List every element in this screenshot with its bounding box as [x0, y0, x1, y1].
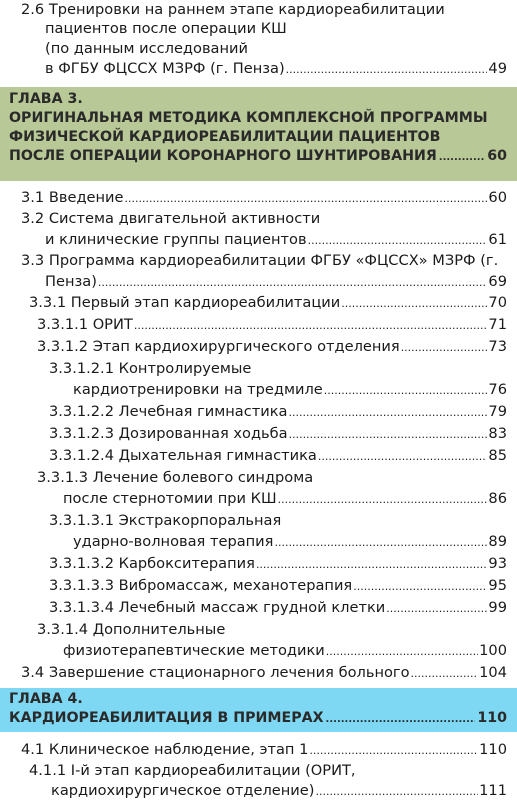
leader-dots: [134, 316, 488, 335]
toc-entry: 3.3.1.3 Лечение болевого синдрома: [37, 469, 314, 486]
chapter-4-heading: [9, 690, 507, 729]
toc-entry: 3.3.1.2.3 Дозированная ходьба ..... 83: [49, 424, 507, 444]
page-number: 89: [488, 533, 507, 550]
toc-entry: 3.3.1.1 ОРИТ ..... 71: [37, 315, 507, 335]
leader-dots: [278, 490, 488, 509]
page-number: 61: [488, 231, 507, 248]
toc-entry-text: (по данным исследований: [45, 40, 249, 57]
leader-dots: [326, 642, 478, 661]
leader-dots: [353, 577, 487, 596]
leader-dots: [341, 294, 487, 313]
toc-entry: 3.3.1.3.2 Карбокситерапия ..... 93: [49, 554, 507, 574]
chapter-3-label: ГЛАВА 3.: [9, 91, 83, 107]
toc-entry: 3.3 Программа кардиореабилитации ФГБУ «ФЦССХ» МЗРФ (г.: [21, 252, 499, 269]
leader-dots: [98, 273, 488, 292]
toc-entry: 3.3.1.3.3 Вибромассаж, механотерапия ..... 95: [49, 576, 507, 596]
chapter-4-title-line: КАРДИОРЕАБИЛИТАЦИЯ В ПРИМЕРАХ: [9, 710, 324, 726]
leader-dots: [125, 189, 488, 208]
page-number: 71: [488, 316, 507, 333]
toc-entry: 3.3.1.3.4 Лечебный массаж грудной клетки ..... 99: [49, 598, 507, 618]
toc-entry-text: в ФГБУ ФЦССХ МЗРФ (г. Пенза): [45, 60, 285, 77]
leader-dots: [309, 741, 478, 760]
leader-dots: [315, 782, 478, 801]
leader-dots: [274, 533, 487, 552]
page-number: 110: [479, 741, 507, 758]
leader-dots: [326, 710, 476, 729]
toc-entry: 3.3.1.2.2 Лечебная гимнастика ..... 79: [49, 402, 507, 422]
toc-entry: 3.3.1.2 Этап кардиохирургического отделения ..... 73: [37, 337, 507, 357]
leader-dots: [308, 231, 488, 250]
page-number: 79: [488, 403, 507, 420]
toc-entry: 3.4 Завершение стационарного лечения больного ..... 104: [21, 663, 507, 683]
leader-dots: [439, 148, 485, 167]
leader-dots: [289, 425, 488, 444]
chapter-3-title-line: ОРИГИНАЛЬНАЯ МЕТОДИКА КОМПЛЕКСНОЙ ПРОГРАММЫ: [9, 110, 488, 126]
toc-entry: 3.2 Система двигательной активности: [21, 210, 321, 227]
toc-entry: 3.3.1.2.1 Контролируемые: [49, 360, 252, 377]
page-number: 70: [488, 294, 507, 311]
toc-entry: 3.1 Введение ..... 60: [21, 188, 507, 208]
page-number: 76: [488, 381, 507, 398]
page-number: 60: [488, 189, 507, 206]
chapter-3-title-line: ФИЗИЧЕСКОЙ КАРДИОРЕАБИЛИТАЦИИ ПАЦИЕНТОВ: [9, 129, 441, 145]
page-number: 100: [479, 642, 507, 659]
leader-dots: [286, 60, 488, 79]
leader-dots: [318, 447, 488, 466]
page-number: 93: [488, 555, 507, 572]
leader-dots: [289, 403, 488, 422]
page-number: 86: [488, 490, 507, 507]
page-number: 99: [488, 599, 507, 616]
toc-entry: 3.3.1 Первый этап кардиореабилитации ..... 70: [29, 293, 507, 313]
leader-dots: [386, 599, 487, 618]
toc-entry: 3.3.1.2.4 Дыхательная гимнастика ..... 85: [49, 446, 507, 466]
toc-entry: 4.1 Клиническое наблюдение, этап 1 ..... 110: [21, 740, 507, 760]
toc-entry-text: пациентов после операции КШ: [45, 20, 287, 37]
chapter-3-title-line: ПОСЛЕ ОПЕРАЦИИ КОРОНАРНОГО ШУНТИРОВАНИЯ: [9, 148, 437, 164]
page-number: 73: [488, 338, 507, 355]
chapter-3-heading: [9, 90, 507, 167]
leader-dots: [256, 555, 487, 574]
page-number: 110: [477, 710, 507, 726]
page-number: 69: [488, 273, 507, 290]
page-number: 83: [488, 425, 507, 442]
page-number: 111: [479, 782, 507, 799]
page-number: 49: [488, 60, 507, 77]
leader-dots: [401, 338, 488, 357]
chapter-4-label: ГЛАВА 4.: [9, 691, 83, 707]
page-number: 104: [479, 664, 507, 681]
page-number: 95: [488, 577, 507, 594]
page-number: 85: [488, 447, 507, 464]
toc-entry: 3.3.1.3.1 Экстракорпоральная: [49, 512, 282, 529]
toc-entry: 3.3.1.4 Дополнительные: [37, 621, 226, 638]
toc-entry-text: 2.6 Тренировки на раннем этапе кардиореабилитации: [21, 1, 445, 18]
toc-entry: 4.1.1 I-й этап кардиореабилитации (ОРИТ,: [29, 762, 356, 779]
leader-dots: [324, 381, 488, 400]
leader-dots: [411, 664, 479, 683]
page-number: 60: [487, 148, 507, 164]
